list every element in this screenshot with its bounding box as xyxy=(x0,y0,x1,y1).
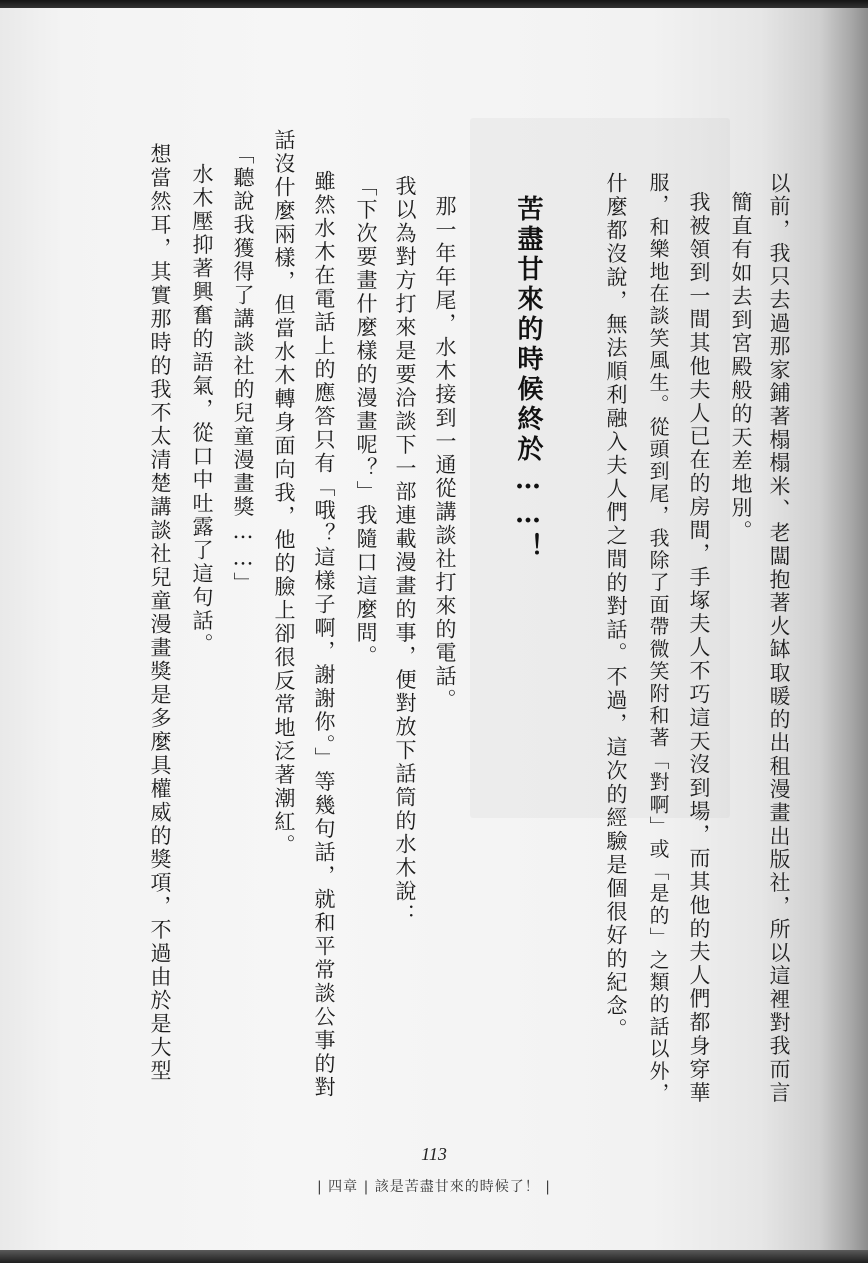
text-column-2: 簡直有如去到宮殿般的天差地別。 xyxy=(729,191,753,544)
text-column-1: 以前，我只去過那家鋪著榻榻米、老闆抱著火缽取暖的出租漫畫出版社，所以這裡對我而言 xyxy=(766,172,790,1105)
paper xyxy=(0,8,868,1254)
text-column-3: 什麼都沒說，無法順利融入夫人們之間的對話。不過，這次的經驗是個很好的紀念。 xyxy=(604,172,628,1042)
text-column-9: 雖然水木在電話上的應答只有「哦？這樣子啊，謝謝你。」等幾句話，就和平常談公事的對 xyxy=(312,170,336,1100)
bottom-scan-shadow xyxy=(0,1250,868,1263)
text-column-5: 我被領到一間其他夫人已在的房間，手塚夫人不巧這天沒到場，而其他的夫人們都身穿華 xyxy=(686,191,710,1105)
text-column-11: 「聽說我獲得了講談社的兒童漫畫獎……」 xyxy=(231,143,255,596)
section-heading: 苦盡甘來的時候終於……！ xyxy=(513,195,543,563)
text-column-7: 我以為對方打來是要洽談下一部連載漫畫的事，便對放下話筒的水木說： xyxy=(393,175,417,927)
text-column-12: 水木壓抑著興奮的語氣，從口中吐露了這句話。 xyxy=(190,163,214,657)
text-column-13: 想當然耳，其實那時的我不太清楚講談社兒童漫畫獎是多麼具權威的獎項，不過由於是大型 xyxy=(148,143,172,1083)
text-column-4: 服，和樂地在談笑風生。從頭到尾，我除了面帶微笑附和著「對啊」或「是的」之類的話以外， xyxy=(646,172,669,1105)
text-column-8: 「下次要畫什麼樣的漫畫呢？」我隨口這麼問。 xyxy=(354,175,378,669)
running-footer: | 四章 | 該是苦盡甘來的時候了！ | xyxy=(317,1179,551,1195)
page-number: 113 xyxy=(421,1144,447,1164)
text-column-6: 那一年年尾，水木接到一通從講談社打來的電話。 xyxy=(433,195,457,712)
text-column-10: 話沒什麼兩樣，但當水木轉身面向我，他的臉上卻很反常地泛著潮紅。 xyxy=(272,129,296,858)
